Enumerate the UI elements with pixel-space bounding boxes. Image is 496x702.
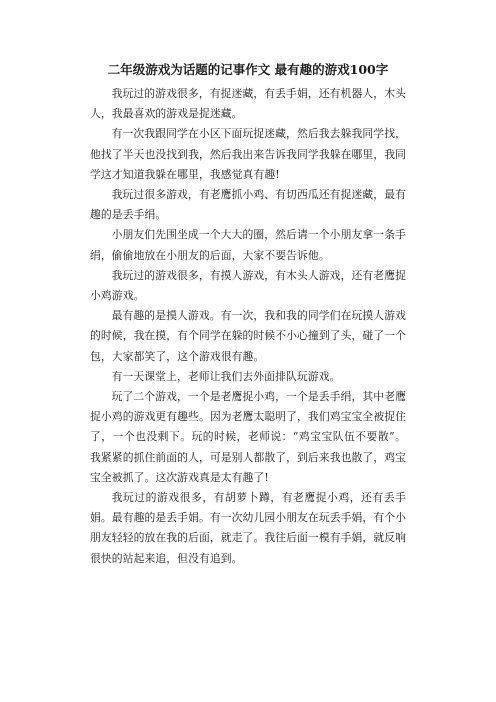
paragraph-8: 玩了二个游戏，一个是老鹰捉小鸡，一个是丢手绢，其中老鹰捉小鸡的游戏更有趣些。因为老鹰太聪明了，我们鸡宝宝全被捉住了，一个也没剩下。玩的时候，老师说：“鸡宝宝队伍不要散”。我紧紧的抓住前面的人，可是别人都散了，到后来我也散了，鸡宝宝全被抓了。这次游戏真是太有趣了! (90, 390, 407, 484)
paragraph-5: 我玩过的游戏很多，有摸人游戏，有木头人游戏，还有老鹰捉小鸡游戏。 (90, 268, 406, 303)
paragraph-4: 小朋友们先围坐成一个大大的圈，然后请一个小朋友拿一条手绢，偷偷地放在小朋友的后面，大家不要告诉他。 (90, 228, 406, 262)
paragraph-1: 我玩过的游戏很多，有捉迷藏，有丢手娟，还有机器人，木头人，我最喜欢的游戏是捉迷藏。 (90, 87, 406, 121)
paragraph-6: 最有趣的是摸人游戏。有一次，我和我的同学们在玩摸人游戏的时候，我在摸，有个同学在躲的时候不小心撞到了头，碰了一个包，大家都笑了，这个游戏很有趣。 (90, 309, 407, 363)
article-title: 二年级游戏为话题的记事作文 最有趣的游戏100字 (107, 62, 389, 77)
paragraph-9: 我玩过的游戏很多，有胡萝卜蹲，有老鹰捉小鸡，还有丢手娟。最有趣的是丢手娟。有一次幼儿园小朋友在玩丢手娟，有个小朋友轻轻的放在我的后面，就走了。我往后面一模有手娟，就反响很快的站起来追，但没有追到。 (90, 491, 407, 565)
paragraph-7: 有一天课堂上，老师让我们去外面排队玩游戏。 (111, 369, 341, 383)
paragraph-3: 我玩过很多游戏，有老鹰抓小鸡、有切西瓜还有捉迷藏，最有趣的是丢手绢。 (90, 188, 406, 222)
paragraph-2: 有一次我跟同学在小区下面玩捉迷藏，然后我去躲我同学找，他找了半天也没找到我，然后我出来告诉我同学我躲在哪里，我同学这才知道我躲在哪里，我感觉真有趣! (90, 127, 407, 181)
article (90, 60, 406, 569)
